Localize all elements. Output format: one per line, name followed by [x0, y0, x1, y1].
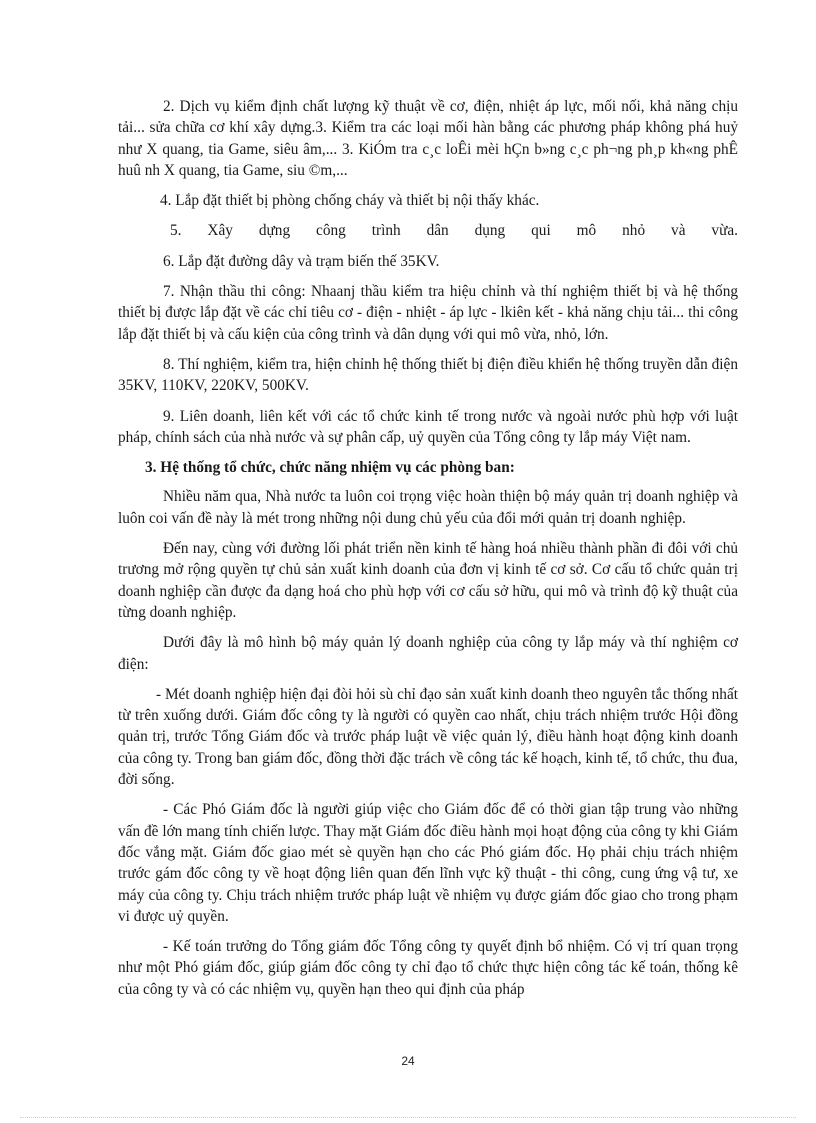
section-paragraph-vice-directors: - Các Phó Giám đốc là người giúp việc cho Giám đốc để có thời gian tập trung vào những vấn đề lớn mang tính chiến lược. Thay mặt Giám đốc điều hành mọi hoạt động của công ty khi Giám đốc vắng mặt. Giám đốc giao mét sè quyền hạn cho các Phó giám đốc. Họ phải chịu trách nhiệm trước gám đốc công ty về hoạt động liên quan đến lĩnh vực kỹ thuật - thi công, cung ứng vậ tư, xe máy của công ty. Chịu trách nhiệm trước pháp luật về nhiệm vụ được giám đốc giao cho trong phạm vi được uỷ quyền. [118, 801, 738, 925]
section-paragraph-chief-accountant: - Kế toán trưởng do Tổng giám đốc Tổng công ty quyết định bổ nhiệm. Có vị trí quan trọng như một Phó giám đốc, giúp giám đốc công ty chỉ đạo tổ chức thực hiện công tác kế toán, thống kê của công ty và có các nhiệm vụ, quyền hạn theo qui định của pháp [118, 938, 738, 998]
section-paragraph-development: Đến nay, cùng với đường lối phát triển nền kinh tế hàng hoá nhiều thành phần đi đôi với chủ trương mở rộng quyền tự chủ sản xuất kinh doanh của đơn vị kinh tế cơ sở. Cơ cấu tổ chức quản trị doanh nghiệp cần được đa dạng hoá cho phù hợp với cơ cấu sở hữu, qui mô và trình độ kỹ thuật của từng doanh nghiệp. [118, 540, 738, 621]
paragraph-item-8: 8. Thí nghiệm, kiểm tra, hiện chỉnh hệ thống thiết bị điện điều khiển hệ thống truyền dẫn điện 35KV, 110KV, 220KV, 500KV. [118, 355, 738, 395]
page-number: 24 [401, 1054, 415, 1068]
paragraph-item-4: 4. Lắp đặt thiết bị phòng chống cháy và thiết bị nội thấy khác. [160, 192, 540, 210]
paragraph-item-9: 9. Liên doanh, liên kết với các tổ chức kinh tế trong nước và ngoài nước phù hợp với luật pháp, chính sách của nhà nước và sự phân cấp, uỷ quyền của Tổng công ty lắp máy Việt nam. [118, 407, 738, 446]
paragraph-item-5: 5. Xây dựng công trình dân dụng qui mô nhỏ và vừa. [170, 222, 738, 240]
section-paragraph-model: Dưới đây là mô hình bộ máy quản lý doanh nghiệp của công ty lắp máy và thí nghiệm cơ điện: [118, 634, 738, 673]
paragraph-item-2: 2. Dịch vụ kiểm định chất lượng kỹ thuật về cơ, điện, nhiệt áp lực, mối nối, khả năng chịu tải... sửa chữa cơ khí xây dựng.3. Kiểm tra các loại mối hàn bằng các phương pháp không phá huỷ như X quang, tia Game, siêu âm,... 3. KiÓm tra c¸c loÊi mèi hÇn b»ng c¸c ph¬ng ph¸p kh«ng phÊ huû nh X quang, tia Game, siu ©m,... [118, 98, 738, 179]
paragraph-item-7: 7. Nhận thầu thi công: Nhaanj thầu kiểm tra hiệu chỉnh và thí nghiệm thiết bị và hệ thống thiết bị được lắp đặt về các chỉ tiêu cơ - điện - nhiệt - áp lực - lkiên kết - khả năng chịu tải... thi công lắp đặt thiết bị và cấu kiện của công trình và dân dụng với qui mô vừa, nhỏ, lớn. [118, 283, 738, 343]
section-heading: 3. Hệ thống tổ chức, chức năng nhiệm vụ các phòng ban: [145, 459, 515, 477]
paragraph-item-6: 6. Lắp đặt đường dây và trạm biến thế 35KV. [163, 252, 440, 270]
section-paragraph-intro: Nhiều năm qua, Nhà nước ta luôn coi trọng việc hoàn thiện bộ máy quản trị doanh nghiệp và luôn coi vấn đề này là mét trong những nội dung chủ yếu của đổi mới quản trị doanh nghiệp. [118, 488, 738, 527]
document-body [118, 96, 738, 1009]
bottom-divider [20, 1117, 796, 1118]
section-paragraph-director: - Mét doanh nghiệp hiện đại đòi hỏi sù chỉ đạo sản xuất kinh doanh theo nguyên tắc thống nhất từ trên xuống dưới. Giám đốc công ty là người có quyền cao nhất, chịu trách nhiệm trước Hội đồng quản trị, trước Tổng Giám đốc và trước pháp luật về việc quản lý, điều hành hoạt động kinh doanh của công ty. Trong ban giám đốc, đồng thời đặc trách về công tác kế hoạch, kinh tế, tổ chức, thu đua, đời sống. [118, 685, 738, 789]
